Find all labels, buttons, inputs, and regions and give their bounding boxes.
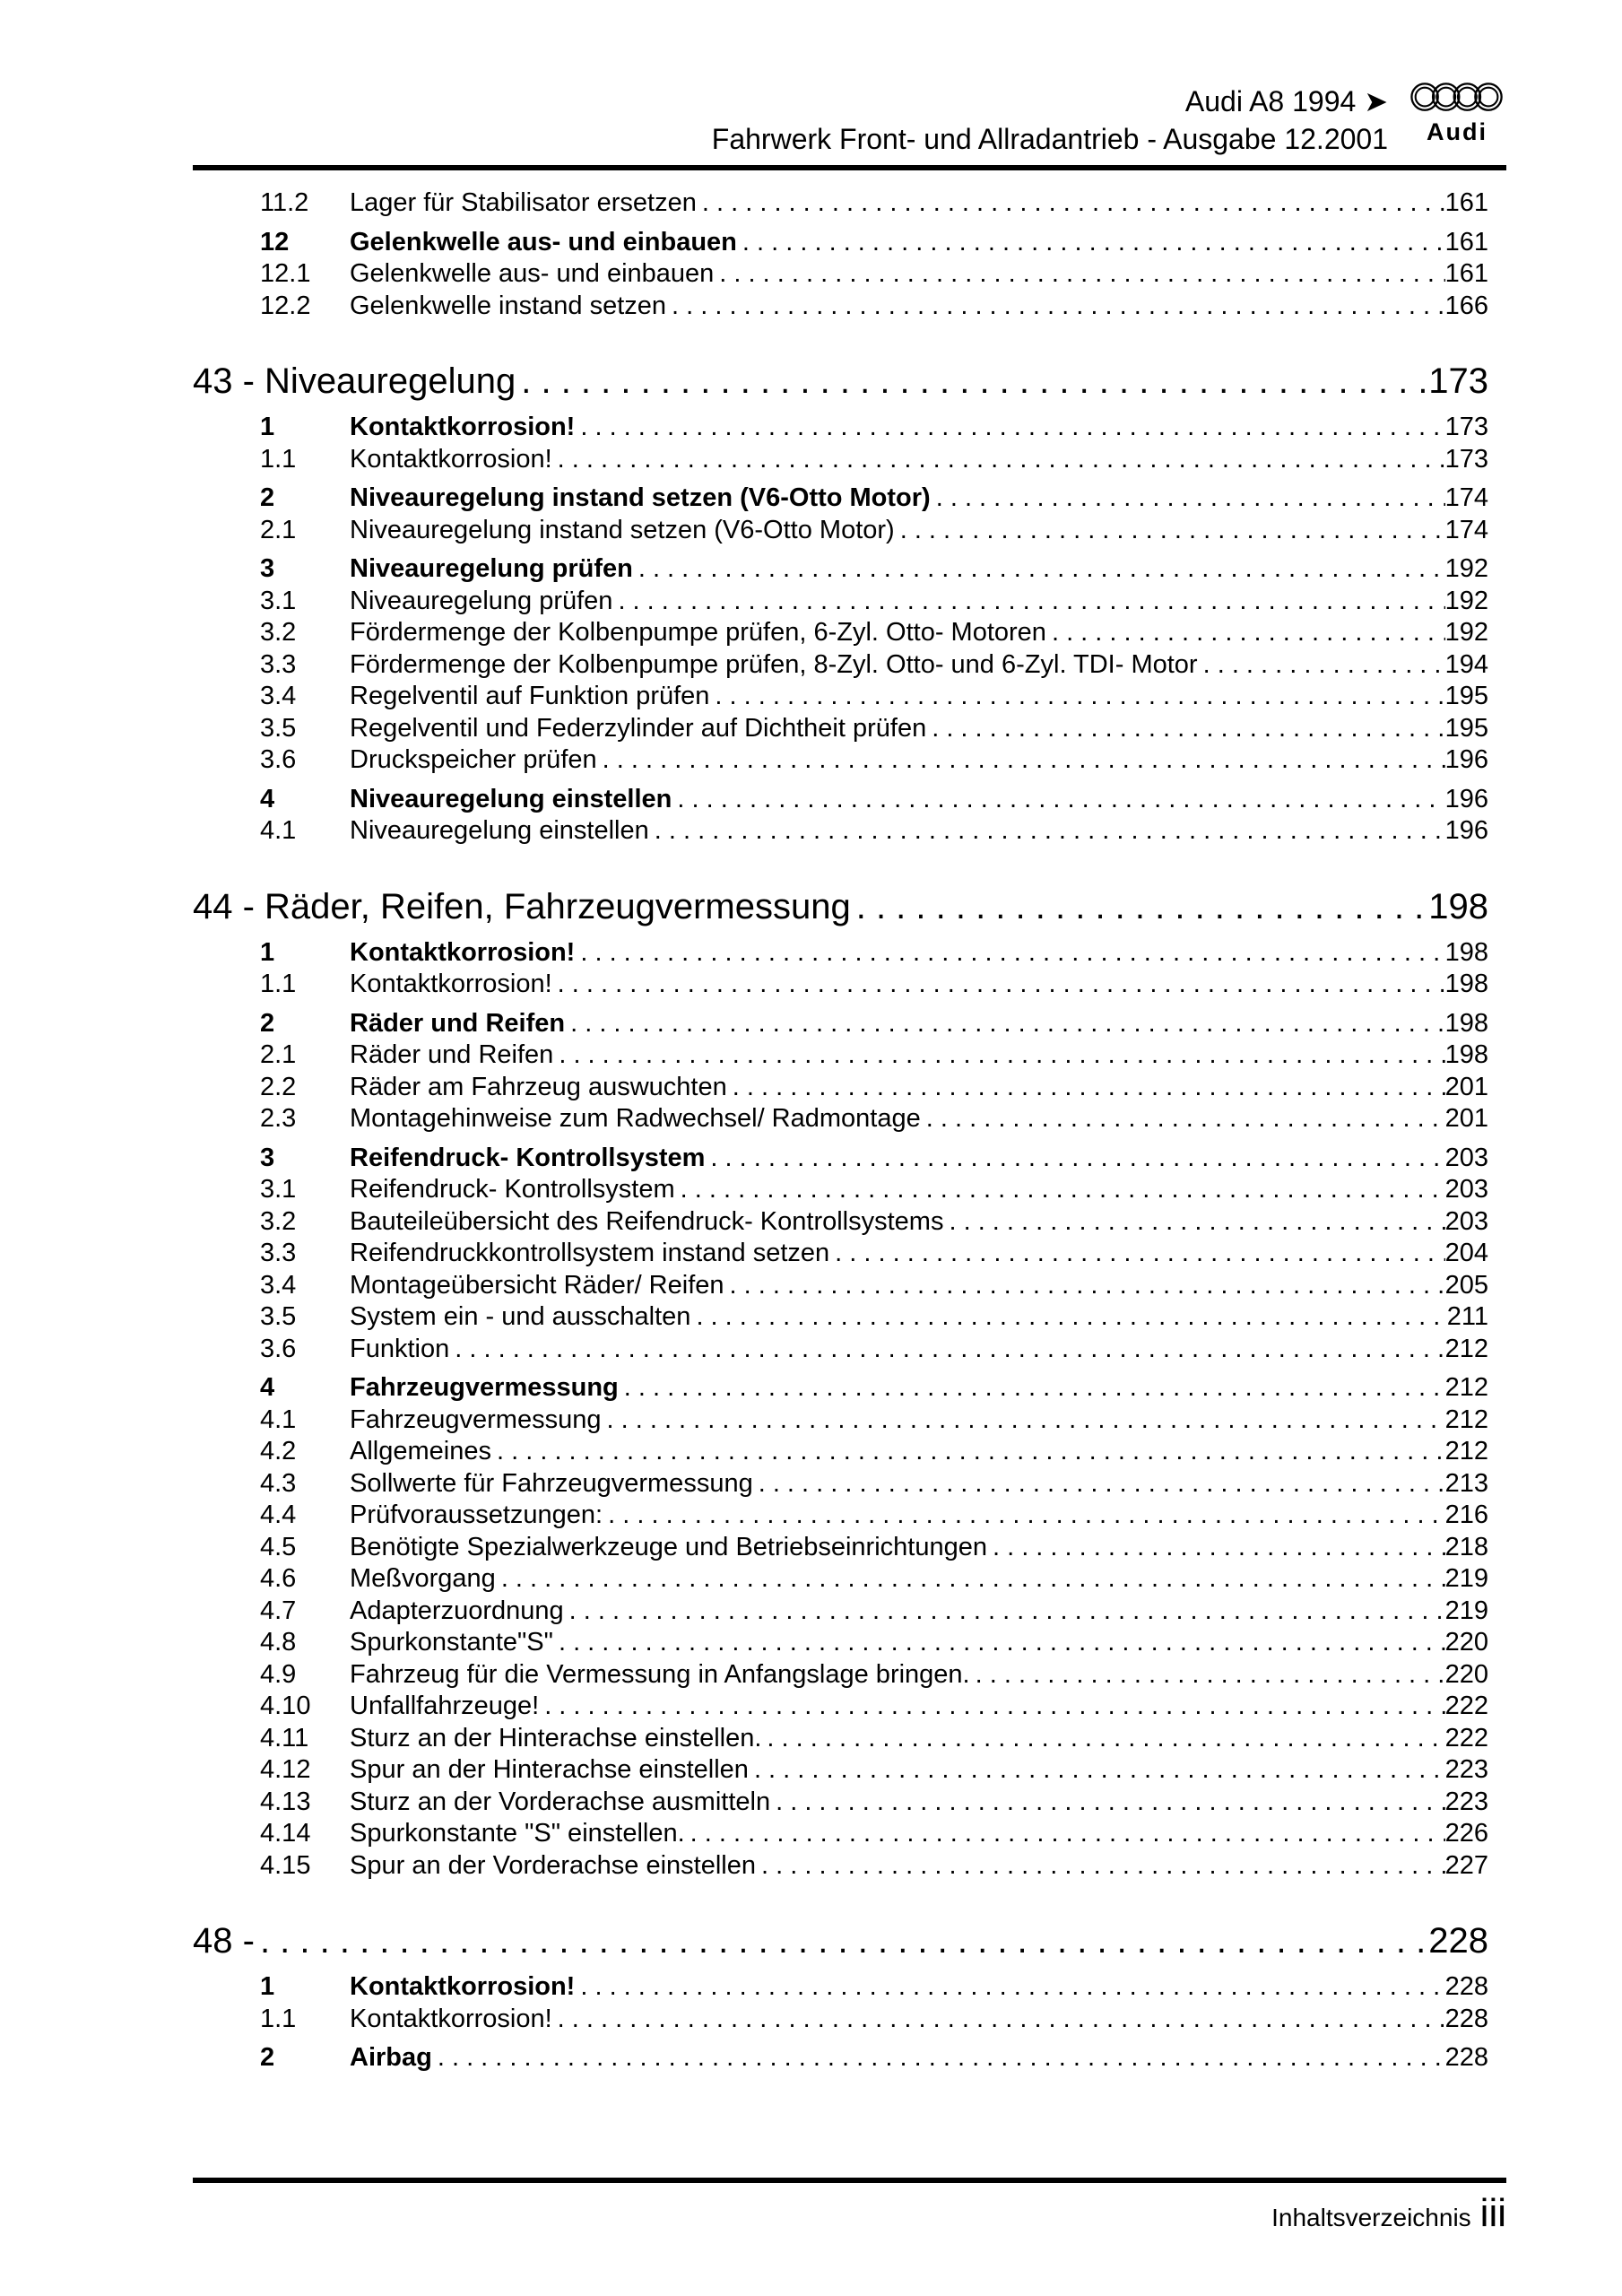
leader-dots xyxy=(1046,617,1445,649)
toc-entry-number: 4.14 xyxy=(260,1819,311,1848)
toc-entry-title: Fahrzeugvermessung xyxy=(350,1373,619,1402)
toc-entry-page: 222 xyxy=(1444,1692,1488,1720)
toc-entry-row[interactable] xyxy=(193,1103,1488,1135)
leader-dots xyxy=(516,358,1428,404)
leader-dots xyxy=(685,1818,1445,1850)
leader-dots xyxy=(565,1008,1445,1040)
toc-entry-row[interactable] xyxy=(193,815,1488,848)
toc-entry-page: 211 xyxy=(1446,1302,1488,1331)
toc-entry-number: 4.4 xyxy=(260,1500,297,1529)
toc-entry-row[interactable] xyxy=(193,1532,1488,1564)
leader-dots xyxy=(753,1468,1445,1500)
toc-entry-title: Adapterzuordnung xyxy=(350,1596,564,1625)
toc-entry-number: 3.5 xyxy=(260,713,297,743)
toc-entry-row[interactable] xyxy=(193,937,1488,970)
toc-entry-row[interactable] xyxy=(193,553,1488,586)
leader-dots xyxy=(943,1206,1444,1239)
leader-dots xyxy=(926,713,1444,745)
toc-entry-page: 228 xyxy=(1444,1972,1488,2001)
toc-entry-page: 196 xyxy=(1444,784,1488,813)
toc-entry-title: Spur an der Vorderachse einstellen xyxy=(350,1850,757,1880)
toc-entry-page: 195 xyxy=(1444,682,1488,710)
toc-entry-page: 218 xyxy=(1444,1532,1488,1561)
toc-entry-title: Meßvorgang xyxy=(350,1564,496,1593)
toc-entry-number: 4.11 xyxy=(260,1723,309,1752)
toc-entry-page: 219 xyxy=(1444,1564,1488,1593)
toc-entry-number: 4.15 xyxy=(260,1850,311,1880)
toc-entry-page: 212 xyxy=(1444,1334,1488,1363)
toc-entry-title: Niveauregelung prüfen xyxy=(350,554,633,583)
toc-entry-number: 2.1 xyxy=(260,515,297,544)
leader-dots xyxy=(737,227,1445,259)
toc-entry-title: Spurkonstante "S" einstellen. xyxy=(350,1819,685,1848)
toc-entry-page: 198 xyxy=(1444,1008,1488,1038)
toc-entry-title: Fahrzeug für die Vermessung in Anfangslage bringen. xyxy=(350,1659,970,1689)
toc-entry-number: 1 xyxy=(260,937,275,967)
leader-dots xyxy=(714,258,1444,291)
toc-entry-row[interactable] xyxy=(193,1754,1488,1787)
toc-entry-row[interactable] xyxy=(193,1174,1488,1206)
leader-dots xyxy=(770,1787,1445,1819)
toc-entry-row[interactable] xyxy=(193,1270,1488,1302)
toc-entry-row[interactable] xyxy=(193,649,1488,682)
footer-rule xyxy=(193,2178,1506,2183)
toc-entry-title: Reifendruck- Kontrollsystem xyxy=(350,1143,706,1172)
toc-entry-row[interactable] xyxy=(193,444,1488,476)
leader-dots xyxy=(539,1691,1444,1723)
toc-entry-row[interactable] xyxy=(193,784,1488,816)
toc-entry-title: Airbag xyxy=(350,2043,432,2072)
toc-entry-row[interactable] xyxy=(193,1008,1488,1040)
leader-dots xyxy=(601,1405,1444,1437)
toc-chapter-page: 198 xyxy=(1428,886,1488,926)
toc-entry-row[interactable] xyxy=(193,227,1488,259)
toc-entry-number: 1 xyxy=(260,1972,275,2001)
leader-dots xyxy=(987,1532,1445,1564)
toc-entry-title: Druckspeicher prüfen xyxy=(350,745,597,774)
toc-entry-title: Kontaktkorrosion! xyxy=(350,413,576,441)
toc-entry-row[interactable] xyxy=(193,1238,1488,1270)
toc-entry-number: 3 xyxy=(260,554,275,583)
toc-entry-row[interactable] xyxy=(193,586,1488,618)
toc-chapter-row[interactable] xyxy=(193,1918,1488,1964)
header-title-line: Fahrwerk Front- und Allradantrieb - Ausgabe 12.2001 xyxy=(711,123,1388,155)
toc-entry-page: 192 xyxy=(1444,618,1488,647)
toc-entry-number: 4.8 xyxy=(260,1628,297,1657)
toc-entry-number: 12 xyxy=(260,227,290,257)
leader-dots xyxy=(575,1971,1444,2004)
leader-dots xyxy=(553,1039,1444,1072)
toc-entry-page: 201 xyxy=(1444,1072,1488,1101)
toc-entry-number: 3.3 xyxy=(260,649,297,679)
toc-entry-title: Niveauregelung einstellen xyxy=(350,816,649,845)
toc-entry-page: 203 xyxy=(1444,1206,1488,1236)
toc-entry-page: 203 xyxy=(1444,1143,1488,1172)
toc-entry-title: Montageübersicht Räder/ Reifen xyxy=(350,1270,724,1300)
leader-dots xyxy=(931,483,1445,515)
leader-dots xyxy=(666,291,1445,323)
toc-entry-title: Niveauregelung einstellen xyxy=(350,784,672,813)
toc-entry-number: 2.3 xyxy=(260,1104,297,1133)
toc-entry-row[interactable] xyxy=(193,969,1488,1001)
leader-dots xyxy=(705,1143,1444,1175)
toc-chapter-row[interactable] xyxy=(193,883,1488,930)
toc-entry-row[interactable] xyxy=(193,1072,1488,1104)
toc-entry-number: 4 xyxy=(260,784,275,813)
toc-entry-page: 228 xyxy=(1444,2004,1488,2033)
leader-dots xyxy=(675,1174,1445,1206)
toc-entry-number: 2 xyxy=(260,1008,275,1038)
leader-dots xyxy=(432,2042,1445,2074)
toc-entry-title: Fahrzeugvermessung xyxy=(350,1405,602,1434)
toc-entry-number: 2.2 xyxy=(260,1072,297,1101)
leader-dots xyxy=(921,1103,1445,1135)
toc-entry-row[interactable] xyxy=(193,1787,1488,1819)
toc-entry-number: 1 xyxy=(260,413,275,441)
leader-dots xyxy=(612,586,1444,618)
toc-entry-title: Spurkonstante"S" xyxy=(350,1628,553,1657)
toc-entry-number: 4.7 xyxy=(260,1596,297,1625)
toc-entry-title: Bauteileübersicht des Reifendruck- Kontrollsystems xyxy=(350,1206,944,1236)
toc-entry-title: Fördermenge der Kolbenpumpe prüfen, 8-Zyl. Otto- und 6-Zyl. TDI- Motor xyxy=(350,649,1198,679)
toc-entry-number: 3.6 xyxy=(260,745,297,774)
audi-rings-icon xyxy=(1410,79,1504,117)
toc-entry-row[interactable] xyxy=(193,1850,1488,1883)
toc-entry-number: 4.5 xyxy=(260,1532,297,1561)
toc-entry-number: 4.2 xyxy=(260,1437,297,1465)
toc-entry-page: 173 xyxy=(1444,444,1488,474)
toc-entry-page: 194 xyxy=(1444,649,1488,679)
leader-dots xyxy=(727,1072,1445,1104)
toc-entry-title: Gelenkwelle aus- und einbauen xyxy=(350,259,715,288)
toc-entry-number: 3.2 xyxy=(260,1206,297,1236)
toc-entry-row[interactable] xyxy=(193,681,1488,713)
toc-entry-row[interactable] xyxy=(193,744,1488,777)
leader-dots xyxy=(255,1918,1428,1964)
footer-page-number: iii xyxy=(1479,2191,1506,2235)
toc-entry-title: Reifendruckkontrollsystem instand setzen xyxy=(350,1239,830,1267)
toc-entry-number: 3.1 xyxy=(260,586,297,615)
leader-dots xyxy=(552,444,1445,476)
toc-entry-row[interactable] xyxy=(193,1143,1488,1175)
toc-entry-page: 227 xyxy=(1444,1850,1488,1880)
toc-entry-title: Funktion xyxy=(350,1334,450,1363)
toc-entry-page: 192 xyxy=(1444,554,1488,583)
toc-entry-page: 220 xyxy=(1444,1659,1488,1689)
toc-entry-number: 3.1 xyxy=(260,1175,297,1204)
toc-entry-title: Kontaktkorrosion! xyxy=(350,444,552,474)
leader-dots xyxy=(709,681,1444,713)
toc-entry-row[interactable] xyxy=(193,483,1488,515)
toc-entry-page: 212 xyxy=(1444,1373,1488,1402)
toc-entry-page: 212 xyxy=(1444,1405,1488,1434)
toc-entry-row[interactable] xyxy=(193,1971,1488,2004)
leader-dots xyxy=(895,515,1445,547)
toc-entry-row[interactable] xyxy=(193,1039,1488,1072)
leader-dots xyxy=(603,1500,1444,1532)
toc-entry-page: 195 xyxy=(1444,713,1488,743)
toc-entry-number: 3.6 xyxy=(260,1334,297,1363)
leader-dots xyxy=(1198,649,1445,682)
toc-entry-row[interactable] xyxy=(193,1596,1488,1628)
toc-entry-number: 1.1 xyxy=(260,444,297,474)
leader-dots xyxy=(851,883,1429,930)
toc-entry-row[interactable] xyxy=(193,291,1488,323)
toc-entry-title: Niveauregelung prüfen xyxy=(350,586,613,615)
toc-entry-page: 196 xyxy=(1444,745,1488,774)
toc-entry-title: Kontaktkorrosion! xyxy=(350,970,552,998)
toc-chapter-page: 228 xyxy=(1428,1921,1488,1961)
leader-dots xyxy=(575,412,1444,444)
toc-entry-number: 2.1 xyxy=(260,1040,297,1069)
leader-dots xyxy=(597,744,1445,777)
audi-logo-word: Audi xyxy=(1427,118,1488,145)
toc-entry-page: 213 xyxy=(1444,1468,1488,1498)
toc-entry-row[interactable] xyxy=(193,1818,1488,1850)
toc-entry-row[interactable] xyxy=(193,1691,1488,1723)
toc-entry-page: 161 xyxy=(1444,188,1488,217)
toc-chapter-label: 44 - Räder, Reifen, Fahrzeugvermessung xyxy=(193,886,851,926)
toc-entry-page: 192 xyxy=(1444,586,1488,615)
toc-entry-page: 228 xyxy=(1444,2043,1488,2072)
toc-entry-title: Allgemeines xyxy=(350,1437,491,1465)
leader-dots xyxy=(553,1627,1445,1659)
leader-dots xyxy=(496,1563,1445,1596)
toc-entry-number: 4.1 xyxy=(260,1405,297,1434)
leader-dots xyxy=(449,1334,1444,1366)
toc-entry-number: 4 xyxy=(260,1373,275,1402)
toc-entry-number: 4.13 xyxy=(260,1787,311,1816)
toc-entry-title: Kontaktkorrosion! xyxy=(350,937,576,967)
toc-entry-page: 219 xyxy=(1444,1596,1488,1625)
toc-entry-page: 173 xyxy=(1444,413,1488,441)
leader-dots xyxy=(829,1238,1444,1270)
toc-entry-page: 223 xyxy=(1444,1755,1488,1784)
toc-entry-row[interactable] xyxy=(193,1659,1488,1692)
leader-dots xyxy=(552,2004,1445,2036)
header-rule xyxy=(193,165,1506,170)
leader-dots xyxy=(697,187,1445,220)
toc-entry-page: 174 xyxy=(1444,515,1488,544)
leader-dots xyxy=(690,1301,1446,1334)
toc-entry-page: 204 xyxy=(1444,1239,1488,1267)
toc-entry-title: Regelventil auf Funktion prüfen xyxy=(350,682,710,710)
toc-chapter-row[interactable] xyxy=(193,358,1488,404)
toc-entry-page: 161 xyxy=(1444,227,1488,257)
leader-dots xyxy=(491,1436,1445,1468)
header-model-line: Audi A8 1994 ➤ xyxy=(1184,85,1388,117)
toc-entry-number: 2 xyxy=(260,483,275,512)
toc-entry-title: Gelenkwelle instand setzen xyxy=(350,291,667,320)
toc-entry-row[interactable] xyxy=(193,1563,1488,1596)
toc-entry-number: 3.2 xyxy=(260,618,297,647)
toc-entry-title: Spur an der Hinterachse einstellen xyxy=(350,1755,749,1784)
toc-entry-title: Sturz an der Hinterachse einstellen. xyxy=(350,1723,762,1752)
toc-entry-row[interactable] xyxy=(193,1627,1488,1659)
toc-entry-title: Prüfvoraussetzungen: xyxy=(350,1500,603,1529)
leader-dots xyxy=(564,1596,1445,1628)
toc-entry-title: Niveauregelung instand setzen (V6-Otto Motor) xyxy=(350,483,931,512)
toc-entry-row[interactable] xyxy=(193,187,1488,220)
toc-entry-page: 196 xyxy=(1444,816,1488,845)
toc-entry-title: Kontaktkorrosion! xyxy=(350,1972,576,2001)
toc-entry-row[interactable] xyxy=(193,2004,1488,2036)
toc-entry-number: 4.6 xyxy=(260,1564,297,1593)
toc-entry-title: Fördermenge der Kolbenpumpe prüfen, 6-Zyl. Otto- Motoren xyxy=(350,618,1046,647)
leader-dots xyxy=(575,937,1444,970)
leader-dots xyxy=(724,1270,1445,1302)
footer-label: Inhaltsverzeichnis xyxy=(1271,2204,1471,2231)
toc-entry-number: 12.2 xyxy=(260,291,311,320)
toc-chapter-label: 48 - xyxy=(193,1921,255,1961)
toc-entry-number: 3.4 xyxy=(260,1270,297,1300)
toc-entry-title: Gelenkwelle aus- und einbauen xyxy=(350,227,737,257)
toc-entry-page: 226 xyxy=(1444,1819,1488,1848)
toc-entry-number: 3 xyxy=(260,1143,275,1172)
toc-entry-title: Lager für Stabilisator ersetzen xyxy=(350,188,697,217)
toc-entry-page: 201 xyxy=(1444,1104,1488,1133)
toc-entry-title: Kontaktkorrosion! xyxy=(350,2004,552,2033)
toc-entry-title: Montagehinweise zum Radwechsel/ Radmontage xyxy=(350,1104,921,1133)
toc-entry-number: 4.3 xyxy=(260,1468,297,1498)
toc-chapter-label: 43 - Niveauregelung xyxy=(193,361,516,401)
leader-dots xyxy=(619,1372,1445,1405)
toc-entry-title: Räder und Reifen xyxy=(350,1008,566,1038)
toc-entry-row[interactable] xyxy=(193,1405,1488,1437)
toc-entry-page: 166 xyxy=(1444,291,1488,320)
toc-entry-number: 12.1 xyxy=(260,259,311,288)
leader-dots xyxy=(970,1659,1445,1692)
toc-chapter-page: 173 xyxy=(1428,361,1488,401)
toc-entry-page: 161 xyxy=(1444,259,1488,288)
toc-entry-row[interactable] xyxy=(193,1301,1488,1334)
leader-dots xyxy=(633,553,1445,586)
toc-entry-page: 212 xyxy=(1444,1437,1488,1465)
toc-entry-row[interactable] xyxy=(193,1468,1488,1500)
toc-entry-number: 3.4 xyxy=(260,682,297,710)
toc-entry-page: 222 xyxy=(1444,1723,1488,1752)
toc-entry-title: Reifendruck- Kontrollsystem xyxy=(350,1175,675,1204)
toc-entry-title: System ein - und ausschalten xyxy=(350,1302,691,1331)
audi-logo xyxy=(1408,79,1506,145)
toc-entry-title: Regelventil und Federzylinder auf Dichtheit prüfen xyxy=(350,713,927,743)
toc-entry-page: 174 xyxy=(1444,483,1488,512)
toc-entry-row[interactable] xyxy=(193,1500,1488,1532)
toc-entry-row[interactable] xyxy=(193,1436,1488,1468)
toc-entry-row[interactable] xyxy=(193,515,1488,547)
toc-entry-number: 4.10 xyxy=(260,1692,311,1720)
toc-entry-title: Räder am Fahrzeug auswuchten xyxy=(350,1072,727,1101)
toc-entry-page: 203 xyxy=(1444,1175,1488,1204)
toc-entry-number: 11.2 xyxy=(260,188,309,217)
toc-entry-number: 2 xyxy=(260,2043,275,2072)
toc-entry-title: Sturz an der Vorderachse ausmitteln xyxy=(350,1787,771,1816)
toc-entry-row[interactable] xyxy=(193,1334,1488,1366)
toc-entry-row[interactable] xyxy=(193,713,1488,745)
toc-entry-page: 198 xyxy=(1444,1040,1488,1069)
toc-entry-row[interactable] xyxy=(193,1206,1488,1239)
toc-entry-number: 1.1 xyxy=(260,2004,297,2033)
toc-entry-number: 4.9 xyxy=(260,1659,297,1689)
leader-dots xyxy=(761,1723,1444,1755)
leader-dots xyxy=(649,815,1445,848)
toc-entry-number: 4.1 xyxy=(260,816,297,845)
toc-entry-number: 4.12 xyxy=(260,1755,311,1784)
toc-entry-page: 198 xyxy=(1444,970,1488,998)
page-header xyxy=(193,83,1506,165)
leader-dots xyxy=(672,784,1444,816)
header-text xyxy=(712,83,1388,158)
toc-entry-row[interactable] xyxy=(193,258,1488,291)
toc-entry-page: 198 xyxy=(1444,937,1488,967)
toc-entry-title: Niveauregelung instand setzen (V6-Otto Motor) xyxy=(350,515,895,544)
toc-entry-title: Unfallfahrzeuge! xyxy=(350,1692,540,1720)
toc-entry-number: 3.3 xyxy=(260,1239,297,1267)
table-of-contents xyxy=(193,187,1488,2074)
leader-dots xyxy=(749,1754,1445,1787)
toc-entry-page: 220 xyxy=(1444,1628,1488,1657)
leader-dots xyxy=(756,1850,1445,1883)
toc-entry-title: Sollwerte für Fahrzeugvermessung xyxy=(350,1468,753,1498)
leader-dots xyxy=(552,969,1445,1001)
toc-entry-number: 3.5 xyxy=(260,1302,297,1331)
toc-entry-page: 216 xyxy=(1444,1500,1488,1529)
toc-entry-title: Benötigte Spezialwerkzeuge und Betriebseinrichtungen xyxy=(350,1532,987,1561)
toc-entry-title: Räder und Reifen xyxy=(350,1040,554,1069)
toc-entry-row[interactable] xyxy=(193,1372,1488,1405)
toc-entry-row[interactable] xyxy=(193,1723,1488,1755)
toc-entry-number: 1.1 xyxy=(260,970,297,998)
toc-entry-row[interactable] xyxy=(193,617,1488,649)
toc-entry-page: 223 xyxy=(1444,1787,1488,1816)
toc-entry-row[interactable] xyxy=(193,412,1488,444)
toc-entry-page: 205 xyxy=(1444,1270,1488,1300)
page-footer xyxy=(1271,2191,1506,2235)
toc-entry-row[interactable] xyxy=(193,2042,1488,2074)
